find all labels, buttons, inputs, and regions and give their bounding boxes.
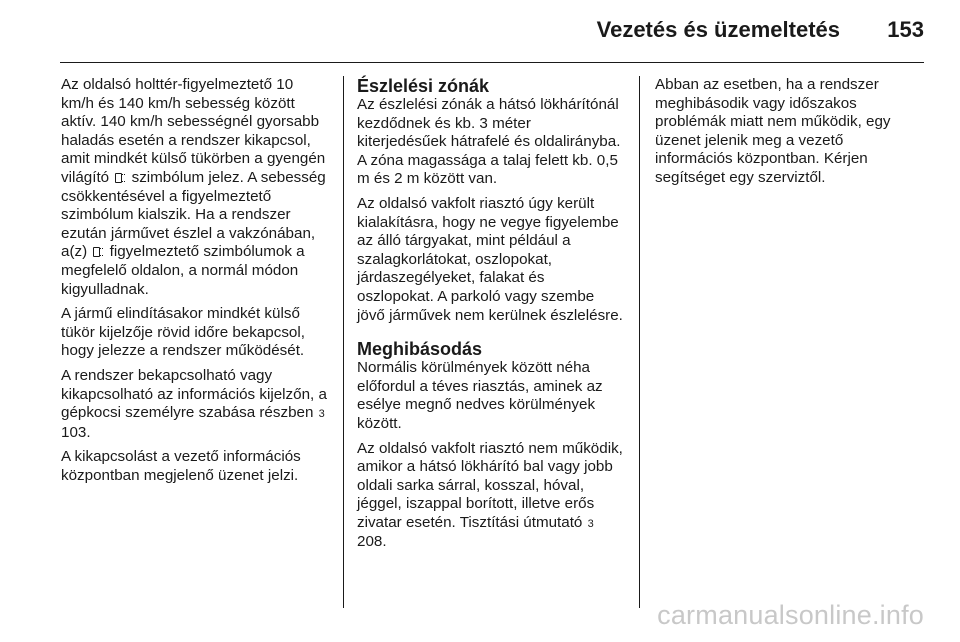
text-segment: Az oldalsó holttér-figyelmeztető 10 km/h és 140 km/h sebesség között aktív. 140 km/h sebességnél gyorsabb haladás esetén a rendszer kikapcsol, amit mindkét külső tükörben a gyengén világító — [61, 76, 326, 186]
text-segment: Az oldalsó vakfolt riasztó nem működik, amikor a hátsó lökhárító bal vagy jobb oldali sarka sárral, kosszal, hóval, jéggel, iszappal borított, illetve erős zivatar esetén. Tisztítási útmutató — [357, 439, 623, 531]
paragraph — [357, 440, 623, 553]
column-1 — [61, 76, 329, 491]
paragraph — [61, 76, 329, 299]
page-title: Vezetés és üzemeltetés — [596, 17, 840, 42]
paragraph: Abban az esetben, ha a rendszer meghibásodik vagy időszakos problémák miatt nem működik, egy üzenet jelenik meg a vezető információs központban. Kérjen segítséget egy szerviztől. — [655, 76, 891, 186]
page-reference-link[interactable]: 103. — [61, 423, 91, 441]
paragraph: A kikapcsolást a vezető információs központban megjelenő üzenet jelzi. — [61, 448, 301, 484]
blind-spot-warning-icon — [113, 171, 127, 183]
page-number: 153 — [887, 17, 924, 42]
paragraph: Az észlelési zónák a hátsó lökhárítónál kezdődnek és kb. 3 méter kiterjedésűek hátrafelé és oldalirányba. A zóna magassága a talaj felett kb. 0,5 m és 2 m között van. — [357, 96, 621, 188]
paragraph: Az oldalsó vakfolt riasztó úgy került kialakításra, hogy ne vegye figyelembe az álló tárgyakat, mint például a szalagkorlátokat, oszlopokat, járdaszegélyeket, falakat és oszlopokat. A parkoló vagy szembe jövő járművek nem kerülnek észlelésre. — [357, 194, 623, 324]
text-segment: szimbólum jelez. A sebesség csökkentésével a figyelmeztető szimbólum kialszik. Ha a rendszer ezután járművet észlel a vakzónában, a(z) — [61, 168, 326, 261]
column-divider-2 — [639, 76, 640, 608]
text-segment: A rendszer bekapcsolható vagy kikapcsolható az információs kijelzőn, a gépkocsi személyre szabása részben — [61, 366, 327, 422]
page-reference-link[interactable]: 208. — [357, 533, 387, 551]
section-heading-malfunction: Meghibásodás — [357, 339, 483, 360]
page-reference-arrow-icon: 3 — [318, 408, 325, 421]
section-heading-detection-zones: Észlelési zónák — [357, 76, 490, 96]
page-header — [60, 0, 924, 63]
paragraph: Normális körülmények között néha előfordul a téves riasztás, aminek az esélye megnő nedves körülmények között. — [357, 359, 603, 432]
paragraph: A jármű elindításakor mindkét külső tükör kijelzője rövid időre bekapcsol, hogy jelezze a rendszer működését. — [61, 305, 305, 360]
column-2 — [357, 76, 623, 558]
column-3 — [655, 76, 921, 194]
paragraph — [61, 367, 329, 442]
blind-spot-warning-icon — [91, 245, 105, 257]
column-divider-1 — [343, 76, 344, 608]
text-segment: figyelmeztető szimbólumok a megfelelő oldalon, a normál módon kigyulladnak. — [61, 243, 305, 298]
page-reference-arrow-icon: 3 — [587, 517, 594, 530]
watermark: carmanualsonline.info — [657, 600, 924, 630]
